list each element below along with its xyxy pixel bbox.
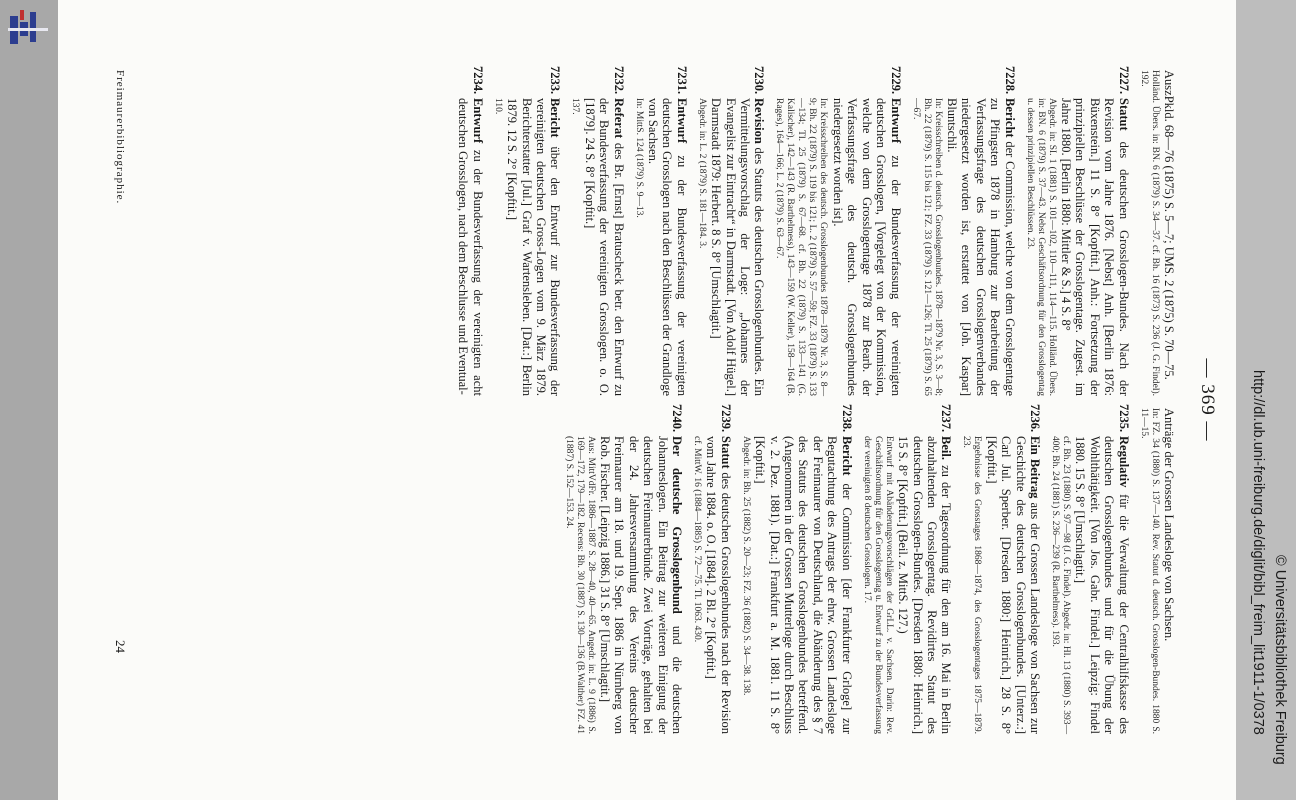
entry-number: 7240.: [670, 404, 685, 433]
bibliography-entry: [696, 66, 767, 396]
bibliography-entry: [774, 66, 903, 396]
bibliography-entry: [633, 66, 689, 396]
entry-number: 7228.: [1002, 66, 1017, 95]
entry-description: Anträge der Grossen Landesloge von Sachsen.: [1162, 408, 1176, 642]
bibliography-entry: [492, 66, 563, 396]
entry-description: der Commission, welche von dem Grosslogentage zu Pfingsten 1878 in Hamburg zur Bearbeitung der Verfassungsfrage des deutschen Grosslogenverbandes niedergesetzt worden ist, erstattet von [Joh. Kaspar] Bluntschli.: [944, 98, 1017, 397]
bibliography-entry: [456, 66, 485, 397]
entry-title: Bericht: [839, 436, 854, 476]
scanned-page: [58, 0, 1236, 800]
entry-number: 7238.: [839, 404, 854, 433]
entry-notes: 110.: [492, 98, 503, 115]
rotated-page-content: [58, 0, 1236, 800]
entry-number: 7229.: [888, 66, 903, 95]
source-url[interactable]: http://dl.ub.uni-freiburg.de/diglit/bibl_freim_lit1911-1/0378: [1250, 370, 1266, 735]
entry-number: 7236.: [1027, 404, 1042, 433]
entry-title: Regulativ: [1116, 436, 1131, 488]
entry-notes: Holländ. Übers. in: BN. 6 (1879) S. 34—37. cf. Bh. 16 (1873) S. 236 (J. G. Findel). 192.: [1138, 70, 1160, 396]
entry-description: für die Verwaltung der Centralhilfskasse des deutschen Grosslogenbundes und für die Übung der Wohlthätigkeit. [Von Jos. Gabr. Findel.] Leipzig: Findel 1880. 15 S. 8° [Umschlagtit.]: [1073, 436, 1131, 734]
entry-notes: Abgedr. in: L. 2 (1879) S. 181—184. 3.: [696, 98, 707, 249]
entry-notes: cf. MittW. 16 (1884—1885) S. 72—75. Tl. 1063. 430.: [692, 436, 703, 643]
bibliography-entry: [691, 404, 733, 735]
entry-description: des deutschen Grosslogen-Bundes. Nach der Revision vom Jahre 1876. [Nebst] Anh. [Berlin 1876: Büxenstein.] 11 S. 8° [Kopftit.] Anh.: Fortsetzung der prinzipiellen Beschlüsse der Grosslogentage. Zugest. im Jahre 1880. [Berlin 1880: Mittler & S.] 4 S. 8°: [1058, 98, 1131, 396]
entry-title: Statut: [1116, 98, 1131, 131]
entry-title: Ein Beitrag: [1027, 436, 1042, 499]
viewer-sidebar: [0, 0, 58, 800]
entry-number: 7227.: [1116, 66, 1131, 95]
entry-description: zu der Bundesverfassung der vereinigten acht deutschen Grosslogen, nach dem Beschlusse und Eventual-: [456, 98, 485, 397]
entry-number: 7237.: [939, 404, 954, 433]
bibliography-entry: [861, 404, 954, 734]
entry-title: Entwurf: [888, 98, 903, 144]
entry-number: 7231.: [674, 66, 689, 95]
entry-number: 7233.: [548, 66, 563, 95]
entry-notes: Abgedr. in: SI. 1 (1881) S. 101—102, 110—111, 114—115. Holländ. Übers. in: BN. 6 (1879) S. 37—43. Nebst Geschäftsordnung für den Grosslogentag u. dessen prinzipiellen Beschlüssen. 23.: [1024, 98, 1057, 396]
entry-title: Beil.: [939, 436, 954, 460]
footer-text: Freimaurerbibliographie.: [114, 70, 126, 205]
entry-notes: 137.: [570, 98, 581, 115]
entry-notes: cf. Bh. 23 (1880) S. 97—98 (J. G. Findel). Abgedr. in: Hl. 13 (1880) S. 393—400; Bh. 24 (1881) S. 236—239 (R. Barthelmess). 193.: [1049, 436, 1071, 734]
entry-description: zu der Bundesverfassung der vereinigten deutschen Grosslogen nach den Beschlüssen der Grandloge von Sachsen.: [646, 98, 689, 396]
entry-description: aus der Grossen Landesloge von Sachsen zur Geschichte des deutschen Grosslogenbundes. [Unterz.:] Carl Jul. Sperber. [Dresden 1880:] Heinrich.] 28 S. 8° [Kopftit.]: [984, 436, 1042, 734]
entry-description: des deutschen Grosslogenbundes nach der Revision vom Jahre 1884. o. O. [1884]. 2 Bl. 2° [Kopftit.]: [704, 436, 733, 735]
bibliography-entry: [563, 404, 685, 735]
entry-description: zu der Bundesverfassung der vereinigten deutschen Grosslogen, [Vorgelegt von der Kommission, welche von dem Grosslogentage 1878 zur Bearb. der Verfassungsfrage des deutsch. Grosslogenbundes niedergesetzt worden ist].: [830, 98, 903, 396]
entry-description: AuszPkld. 68—76 (1875) S. 5—7; UMS. 2 (1875) S. 70—75.: [1162, 70, 1176, 380]
url-strip: [1236, 0, 1296, 800]
entry-description: des Br. [Ernst] Bratuscheck betr. den Entwurf zu der Bundesverfassung der vereinigten Grosslogen. o. O. [1879]. 24 S. 8° [Kopftit.]: [582, 98, 626, 397]
entry-number: 7232.: [611, 66, 626, 95]
bibliography-entry: [740, 404, 854, 734]
bibliography-entry: [960, 404, 1042, 734]
entry-notes: In: Kreisschreiben des deutsch. Grosslogenbundes 1878—1879 Nr. 3, S. 8—9; Bh. 22 (1879) S. 119 bis 121; L. 2 (1879) S. 57—59; FZ. 33 (1879) S. 133—134; Tl. 25 (1879) S. 67—68. cf. Bh. 22 (1879) S. 133—141 (G. Kalischer), 142—143 (R. Barthelmess), 143—159 (W. Keller), 158—164 (B. Rages), 164—166; L. 2 (1879) S. 63—67.: [774, 98, 829, 396]
entry-notes: Aus: MittVdFr. 1886—1887 S. 28—40, 40—65. Angedr. in: L. 9 (1886) S. 169—172, 179—182. Recens: Bh. 30 (1887) S. 130—136 (B.Walther) FZ. 41 (1887) S. 152—153. 24.: [563, 436, 596, 734]
entry-number: 7230.: [752, 66, 767, 95]
entry-title: Entwurf: [674, 98, 689, 144]
page-number: — 369 —: [1197, 358, 1218, 442]
entry-description: und die deutschen Johanneslogen. Ein Beitrag zur weiteren Einigung der deutschen Freimaurerbünde. Zwei Vorträge, gehalten bei der 24. Jahresversammlung des Vereins deutscher Freimaurer am 18. und 19. Sept. 1886 in Nürnberg von Rob. Fischer. [Leipzig 1886.] 31 S. 8° [Umschlagtit.]: [598, 436, 685, 735]
entry-title: Bericht: [548, 98, 563, 138]
bibliography-entry: [910, 66, 1017, 397]
entry-title: Bericht: [1002, 98, 1017, 138]
entry-notes: In: FZ. 34 (1880) S. 137—140. Rev. Statut d. deutsch. Grosslogen-Bundes. 1880 S. 11—15.: [1138, 408, 1160, 734]
entry-description: der Commission [der Frankfurter Grloge] zur Begutachtung des Antrags der ehrw. Grossen Landesloge der Freimaurer von Deutschland, die Abänderung des § 7 des Statuts des deutschen Grosslogenbundes betreffend. (Angenommen in der Grossen Mutterloge durch Beschluss v. 2. Dez. 1881). [Dat.:] Frankfurt a. M. 1881. 11 S. 8° [Kopftit.]: [753, 436, 854, 734]
entry-notes: Abgedr. in: Bh. 25 (1882) S. 20—23; FZ. 36 (1882) S. 34—38. 138.: [740, 436, 751, 696]
entry-notes: Entwurf mit Abänderungsvorschlägen der GrLL. v. Sachsen. Darin: Rev. Geschäftsordnung für den Grosslogentag u. Entwurf zu der Bundesverfassung der vereinigten 8 deutschen Grosslogen. 17.: [861, 436, 894, 734]
entry-number: 7239.: [718, 404, 733, 433]
right-column: [556, 404, 1176, 735]
entry-title: Referat: [611, 98, 626, 139]
entry-title: Revision: [752, 98, 767, 144]
library-logo-icon[interactable]: [6, 8, 50, 48]
left-column: [449, 66, 1176, 397]
signature-mark: 24: [113, 640, 128, 653]
entry-notes: Ergebnisse des Grosstages 1868—1874, des Grosslogentages 1875—1879. 23.: [961, 436, 983, 734]
entry-title: Entwurf: [470, 98, 485, 144]
entry-number: 7235.: [1116, 404, 1131, 433]
entry-title: Der deutsche Grosslogenbund: [670, 436, 685, 614]
entry-title: Statut: [718, 436, 733, 469]
copyright-line: © Universitätsbibliothek Freiburg: [1272, 555, 1288, 765]
entry-description: zu der Tagesordnung für den am 16. Mai in Berlin abzuhaltenden Grosslogentag. Revidirtes Statut des deutschen Grosslogen-Bundes. [Dresden 1880: Heinrich.] 15 S. 8° [Kopftit.] (Beil. z. MittS. 127.): [896, 436, 954, 734]
entry-notes: In: MittS. 124 (1879) S. 9—13.: [633, 98, 644, 218]
bibliography-entry: [569, 66, 626, 397]
entry-description: über den Entwurf zur Bundesverfassung der vereinigten deutschen Gross-Logen vom 9. März 1879. Berichterstatter [Jul.] Graf v. Wartensleben. [Dat.:] Berlin 1879. 12 S. 2° [Kopftit.]: [505, 98, 563, 396]
entry-description: des Statuts des deutschen Grosslogenbundes. Ein Vermittelungsvorschlag der Loge: „Johannes der Evangelist zur Eintracht“ in Darmstadt. [Von Adolf Hügel.] Darmstadt 1879: Herbert. 8 S. 8° [Umschlagtit.]: [709, 98, 767, 396]
bibliography-entry: [1049, 404, 1131, 734]
bibliography-entry: [1024, 66, 1131, 396]
bibliography-entry: [1138, 70, 1176, 396]
entry-notes: In: Kreisschreiben d. deutsch. Grosslogenbundes. 1878—1879 Nr. 3, S. 3—8; Bh. 22 (1879) S. 115 bis 121; FZ. 33 (1879) S. 121—126; Tl. 25 (1879) S. 65—67.: [910, 98, 943, 396]
bibliography-entry: [1138, 408, 1176, 734]
entry-number: 7234.: [470, 66, 485, 95]
